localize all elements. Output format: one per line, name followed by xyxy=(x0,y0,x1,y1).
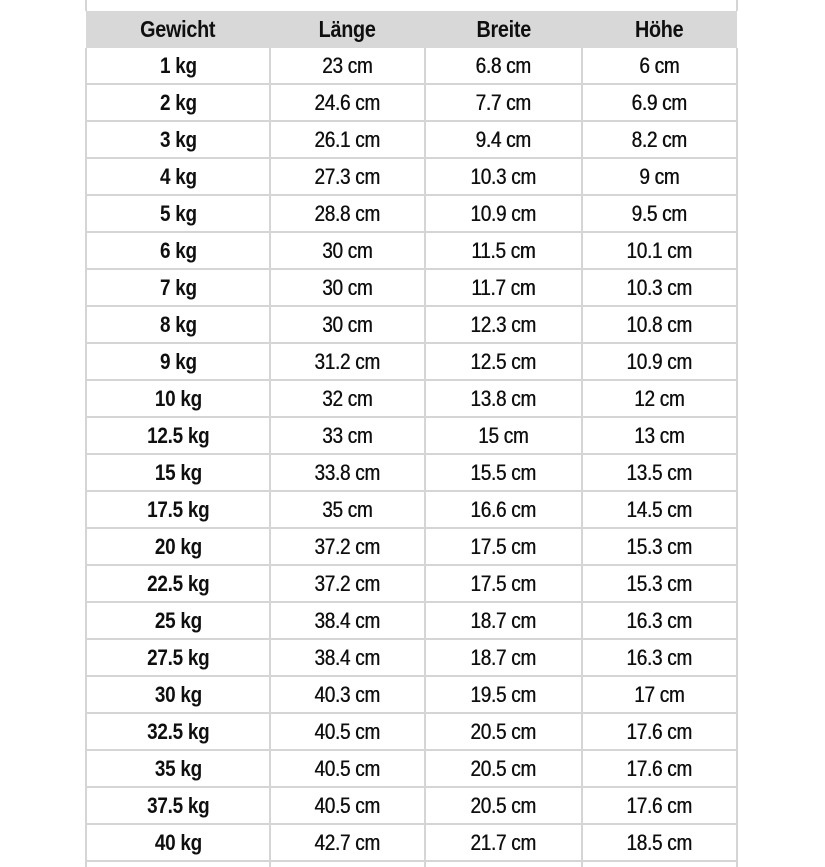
cell-text: 20.5 cm xyxy=(470,755,537,781)
cell-gewicht xyxy=(86,380,270,417)
cell-laenge xyxy=(270,417,424,454)
cell-text: 2 kg xyxy=(159,89,197,115)
table-row xyxy=(86,454,737,491)
cell-breite xyxy=(425,565,583,602)
cell-text: 12.5 cm xyxy=(470,348,537,374)
header-text: Länge xyxy=(318,16,376,42)
cell-text: 28.8 cm xyxy=(314,200,381,226)
cell-breite xyxy=(425,48,583,84)
cell-gewicht xyxy=(86,84,270,121)
header-breite xyxy=(425,11,583,48)
cell-gewicht xyxy=(86,48,270,84)
cell-text: 10.9 cm xyxy=(626,348,693,374)
cell-breite xyxy=(425,121,583,158)
table-row xyxy=(86,343,737,380)
cell-text: 40.5 cm xyxy=(314,718,381,744)
cell-breite xyxy=(425,787,583,824)
cell-text: 9.4 cm xyxy=(475,126,531,152)
table-left-border-stub xyxy=(85,0,87,11)
cell-gewicht xyxy=(86,306,270,343)
cell-text: 30 cm xyxy=(322,237,373,263)
cell-text: 24.6 cm xyxy=(314,89,381,115)
cell-text: 25 kg xyxy=(154,607,202,633)
cropped-cell xyxy=(86,861,270,867)
cell-gewicht xyxy=(86,121,270,158)
cell-text: 4 kg xyxy=(159,163,197,189)
cell-breite xyxy=(425,639,583,676)
cell-text: 17.5 cm xyxy=(470,570,537,596)
cell-text: 8 kg xyxy=(159,311,197,337)
table-row xyxy=(86,491,737,528)
cell-text: 7 kg xyxy=(159,274,197,300)
table-row xyxy=(86,528,737,565)
cell-text: 5 kg xyxy=(159,200,197,226)
cell-text: 10.3 cm xyxy=(470,163,537,189)
cell-text: 42.7 cm xyxy=(314,829,381,855)
cell-text: 37.5 kg xyxy=(146,792,210,818)
cell-text: 35 kg xyxy=(154,755,202,781)
cell-text: 9 kg xyxy=(159,348,197,374)
cell-text: 15.3 cm xyxy=(626,570,693,596)
cell-gewicht xyxy=(86,528,270,565)
cell-text: 17.6 cm xyxy=(626,718,693,744)
table-row xyxy=(86,417,737,454)
table-row xyxy=(86,48,737,84)
cell-breite xyxy=(425,232,583,269)
cell-text: 27.5 kg xyxy=(146,644,210,670)
cell-text: 6.9 cm xyxy=(631,89,688,115)
cropped-cell xyxy=(425,861,583,867)
cell-breite xyxy=(425,417,583,454)
cell-breite xyxy=(425,269,583,306)
cell-breite xyxy=(425,713,583,750)
cell-hoehe xyxy=(582,195,737,232)
cell-hoehe xyxy=(582,787,737,824)
cell-gewicht xyxy=(86,639,270,676)
cell-gewicht xyxy=(86,491,270,528)
table-row xyxy=(86,602,737,639)
table-row xyxy=(86,787,737,824)
header-gewicht xyxy=(86,11,270,48)
cell-breite xyxy=(425,343,583,380)
cell-text: 40.5 cm xyxy=(314,792,381,818)
cell-laenge xyxy=(270,565,424,602)
cell-hoehe xyxy=(582,121,737,158)
cell-gewicht xyxy=(86,824,270,861)
table-row xyxy=(86,306,737,343)
cell-laenge xyxy=(270,787,424,824)
cell-text: 37.2 cm xyxy=(314,533,381,559)
table-row xyxy=(86,158,737,195)
cell-text: 7.7 cm xyxy=(475,89,531,115)
cell-laenge xyxy=(270,639,424,676)
cell-hoehe xyxy=(582,306,737,343)
cell-laenge xyxy=(270,491,424,528)
cell-gewicht xyxy=(86,454,270,491)
cell-laenge xyxy=(270,306,424,343)
cell-text: 37.2 cm xyxy=(314,570,381,596)
cell-text: 32 cm xyxy=(322,385,373,411)
cell-laenge xyxy=(270,380,424,417)
cell-laenge xyxy=(270,824,424,861)
cell-text: 32.5 kg xyxy=(146,718,210,744)
cell-laenge xyxy=(270,158,424,195)
cell-text: 10 kg xyxy=(154,385,202,411)
cell-laenge xyxy=(270,602,424,639)
cell-hoehe xyxy=(582,343,737,380)
cell-laenge xyxy=(270,269,424,306)
cell-text: 15 cm xyxy=(478,422,529,448)
cell-breite xyxy=(425,491,583,528)
cell-gewicht xyxy=(86,602,270,639)
cell-text: 13.8 cm xyxy=(470,385,537,411)
table-row xyxy=(86,84,737,121)
cell-text: 13.5 cm xyxy=(626,459,693,485)
cell-text: 22.5 kg xyxy=(146,570,210,596)
cell-text: 30 cm xyxy=(322,274,373,300)
header-hoehe xyxy=(582,11,737,48)
cell-text: 13 cm xyxy=(634,422,685,448)
table-right-border-stub xyxy=(736,0,738,11)
header-text: Gewicht xyxy=(140,16,216,42)
table-row xyxy=(86,121,737,158)
cell-text: 15 kg xyxy=(154,459,202,485)
cell-breite xyxy=(425,84,583,121)
cell-breite xyxy=(425,380,583,417)
cropped-row xyxy=(86,861,737,867)
cell-laenge xyxy=(270,48,424,84)
cell-text: 27.3 cm xyxy=(314,163,381,189)
cell-text: 6.8 cm xyxy=(475,52,531,78)
table-row xyxy=(86,195,737,232)
cell-text: 33.8 cm xyxy=(314,459,381,485)
cell-text: 16.6 cm xyxy=(470,496,537,522)
cell-text: 11.5 cm xyxy=(471,237,536,263)
cell-laenge xyxy=(270,121,424,158)
cell-text: 6 kg xyxy=(159,237,197,263)
cell-text: 20.5 cm xyxy=(470,718,537,744)
table-row xyxy=(86,269,737,306)
cell-hoehe xyxy=(582,565,737,602)
cell-text: 3 kg xyxy=(159,126,197,152)
cell-text: 17.6 cm xyxy=(626,755,693,781)
cropped-cell xyxy=(270,861,424,867)
cell-text: 18.7 cm xyxy=(470,644,537,670)
table-row xyxy=(86,380,737,417)
cell-text: 20.5 cm xyxy=(470,792,537,818)
cell-gewicht xyxy=(86,787,270,824)
cell-hoehe xyxy=(582,269,737,306)
cell-text: 20 kg xyxy=(154,533,202,559)
table-row xyxy=(86,676,737,713)
cell-text: 6 cm xyxy=(639,52,680,78)
cell-hoehe xyxy=(582,417,737,454)
cell-text: 17.5 cm xyxy=(470,533,537,559)
cell-laenge xyxy=(270,454,424,491)
cell-breite xyxy=(425,602,583,639)
cell-text: 30 cm xyxy=(322,311,373,337)
cell-text: 38.4 cm xyxy=(314,644,381,670)
cell-hoehe xyxy=(582,454,737,491)
cell-hoehe xyxy=(582,750,737,787)
table-row xyxy=(86,565,737,602)
cell-text: 17.6 cm xyxy=(626,792,693,818)
cell-hoehe xyxy=(582,824,737,861)
cell-hoehe xyxy=(582,491,737,528)
cell-hoehe xyxy=(582,602,737,639)
cell-hoehe xyxy=(582,676,737,713)
cell-laenge xyxy=(270,528,424,565)
cell-laenge xyxy=(270,232,424,269)
cell-text: 17 cm xyxy=(634,681,685,707)
cell-gewicht xyxy=(86,158,270,195)
cell-breite xyxy=(425,306,583,343)
cell-gewicht xyxy=(86,713,270,750)
cell-gewicht xyxy=(86,750,270,787)
cell-text: 9 cm xyxy=(639,163,680,189)
cell-text: 12.3 cm xyxy=(470,311,537,337)
cell-text: 1 kg xyxy=(159,52,197,78)
cell-breite xyxy=(425,528,583,565)
cell-laenge xyxy=(270,343,424,380)
cell-text: 33 cm xyxy=(322,422,373,448)
cell-laenge xyxy=(270,750,424,787)
cell-text: 9.5 cm xyxy=(631,200,688,226)
header-text: Breite xyxy=(476,16,531,42)
cell-text: 21.7 cm xyxy=(470,829,537,855)
cell-text: 38.4 cm xyxy=(314,607,381,633)
cell-text: 10.1 cm xyxy=(626,237,693,263)
cell-text: 15.3 cm xyxy=(626,533,693,559)
cell-gewicht xyxy=(86,269,270,306)
cell-text: 17.5 kg xyxy=(146,496,210,522)
cell-text: 11.7 cm xyxy=(471,274,536,300)
size-table xyxy=(85,11,738,867)
cell-hoehe xyxy=(582,158,737,195)
table-row xyxy=(86,713,737,750)
cell-laenge xyxy=(270,713,424,750)
cell-text: 18.5 cm xyxy=(626,829,693,855)
cell-hoehe xyxy=(582,639,737,676)
cell-text: 10.3 cm xyxy=(626,274,693,300)
cell-text: 40 kg xyxy=(154,829,202,855)
cell-text: 35 cm xyxy=(322,496,373,522)
cell-breite xyxy=(425,824,583,861)
cell-text: 40.5 cm xyxy=(314,755,381,781)
cell-text: 10.8 cm xyxy=(626,311,693,337)
table-body xyxy=(86,48,737,867)
cell-hoehe xyxy=(582,713,737,750)
cell-text: 30 kg xyxy=(154,681,202,707)
cell-laenge xyxy=(270,195,424,232)
cell-gewicht xyxy=(86,676,270,713)
cell-text: 18.7 cm xyxy=(470,607,537,633)
cell-breite xyxy=(425,158,583,195)
header-laenge xyxy=(270,11,424,48)
cell-text: 15.5 cm xyxy=(470,459,537,485)
table-row xyxy=(86,750,737,787)
cell-text: 8.2 cm xyxy=(631,126,688,152)
cell-text: 23 cm xyxy=(322,52,373,78)
cell-gewicht xyxy=(86,232,270,269)
cell-text: 10.9 cm xyxy=(470,200,537,226)
cell-breite xyxy=(425,195,583,232)
cell-laenge xyxy=(270,676,424,713)
cell-hoehe xyxy=(582,528,737,565)
header-row xyxy=(86,11,737,48)
cell-hoehe xyxy=(582,84,737,121)
cell-gewicht xyxy=(86,195,270,232)
cell-hoehe xyxy=(582,380,737,417)
cropped-cell xyxy=(582,861,737,867)
cell-text: 26.1 cm xyxy=(314,126,381,152)
cell-breite xyxy=(425,676,583,713)
cell-text: 14.5 cm xyxy=(626,496,693,522)
table-row xyxy=(86,824,737,861)
table-header xyxy=(86,11,737,48)
cell-breite xyxy=(425,454,583,491)
cell-gewicht xyxy=(86,343,270,380)
cell-laenge xyxy=(270,84,424,121)
cell-text: 19.5 cm xyxy=(470,681,537,707)
size-table-container xyxy=(85,11,738,867)
cell-hoehe xyxy=(582,48,737,84)
cell-text: 12.5 kg xyxy=(146,422,210,448)
cell-text: 16.3 cm xyxy=(626,644,693,670)
cell-text: 40.3 cm xyxy=(314,681,381,707)
header-text: Höhe xyxy=(635,16,684,42)
cell-hoehe xyxy=(582,232,737,269)
cell-text: 31.2 cm xyxy=(314,348,381,374)
table-row xyxy=(86,232,737,269)
cell-gewicht xyxy=(86,417,270,454)
cell-breite xyxy=(425,750,583,787)
cell-text: 12 cm xyxy=(634,385,685,411)
cell-text: 16.3 cm xyxy=(626,607,693,633)
table-row xyxy=(86,639,737,676)
cell-gewicht xyxy=(86,565,270,602)
